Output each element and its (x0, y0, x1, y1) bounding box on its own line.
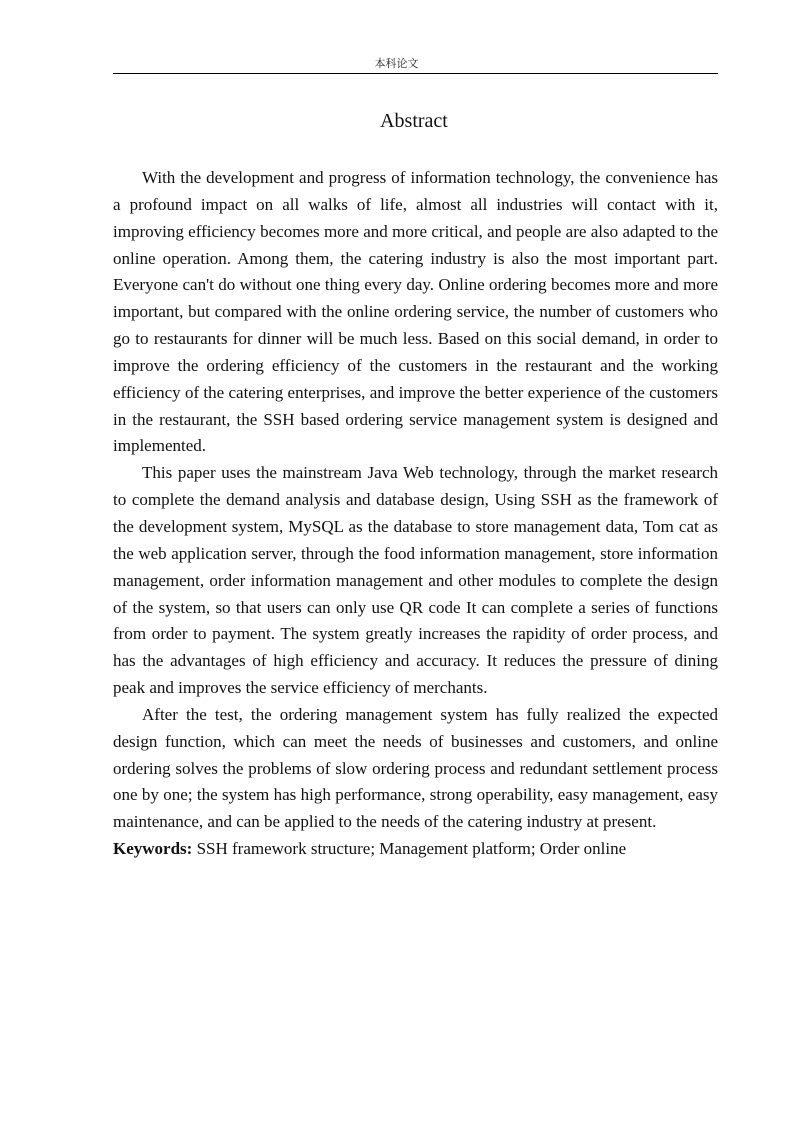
abstract-title: Abstract (380, 110, 448, 132)
keywords-line (113, 836, 718, 863)
abstract-paragraph-1: With the development and progress of information technology, the convenience has a profound impact on all walks of life, almost all industries will contact with it, improving efficiency becomes more and more critical, and people are also adapted to the online operation. Among them, the catering industry is also the most important part. Everyone can't do without one thing every day. Online ordering becomes more and more important, but compared with the online ordering service, the number of customers who go to restaurants for dinner will be much less. Based on this social demand, in order to improve the ordering efficiency of the customers in the restaurant and the working efficiency of the catering enterprises, and improve the better experience of the customers in the restaurant, the SSH based ordering service management system is designed and implemented. (113, 168, 718, 456)
abstract-paragraph-2: This paper uses the mainstream Java Web technology, through the market research to complete the demand analysis and database design, Using SSH as the framework of the development system, MySQL as the database to store management data, Tom cat as the web application server, through the food information management, store information management, order information management and other modules to complete the design of the system, so that users can only use QR code It can complete a series of functions from order to payment. The system greatly increases the rapidity of order process, and has the advantages of high efficiency and accuracy. It reduces the pressure of dining peak and improves the service efficiency of merchants. (113, 463, 718, 698)
abstract-body (113, 165, 718, 863)
keywords-text: SSH framework structure; Management platform; Order online (196, 839, 627, 859)
header-rule (113, 73, 718, 74)
running-header: 本科论文 (374, 57, 419, 70)
abstract-paragraph-3: After the test, the ordering management system has fully realized the expected design function, which can meet the needs of businesses and customers, and online ordering solves the problems of slow ordering process and redundant settlement process one by one; the system has high performance, strong operability, easy management, easy maintenance, and can be applied to the needs of the catering industry at present. (113, 704, 718, 832)
keywords-label: Keywords: (113, 839, 193, 859)
